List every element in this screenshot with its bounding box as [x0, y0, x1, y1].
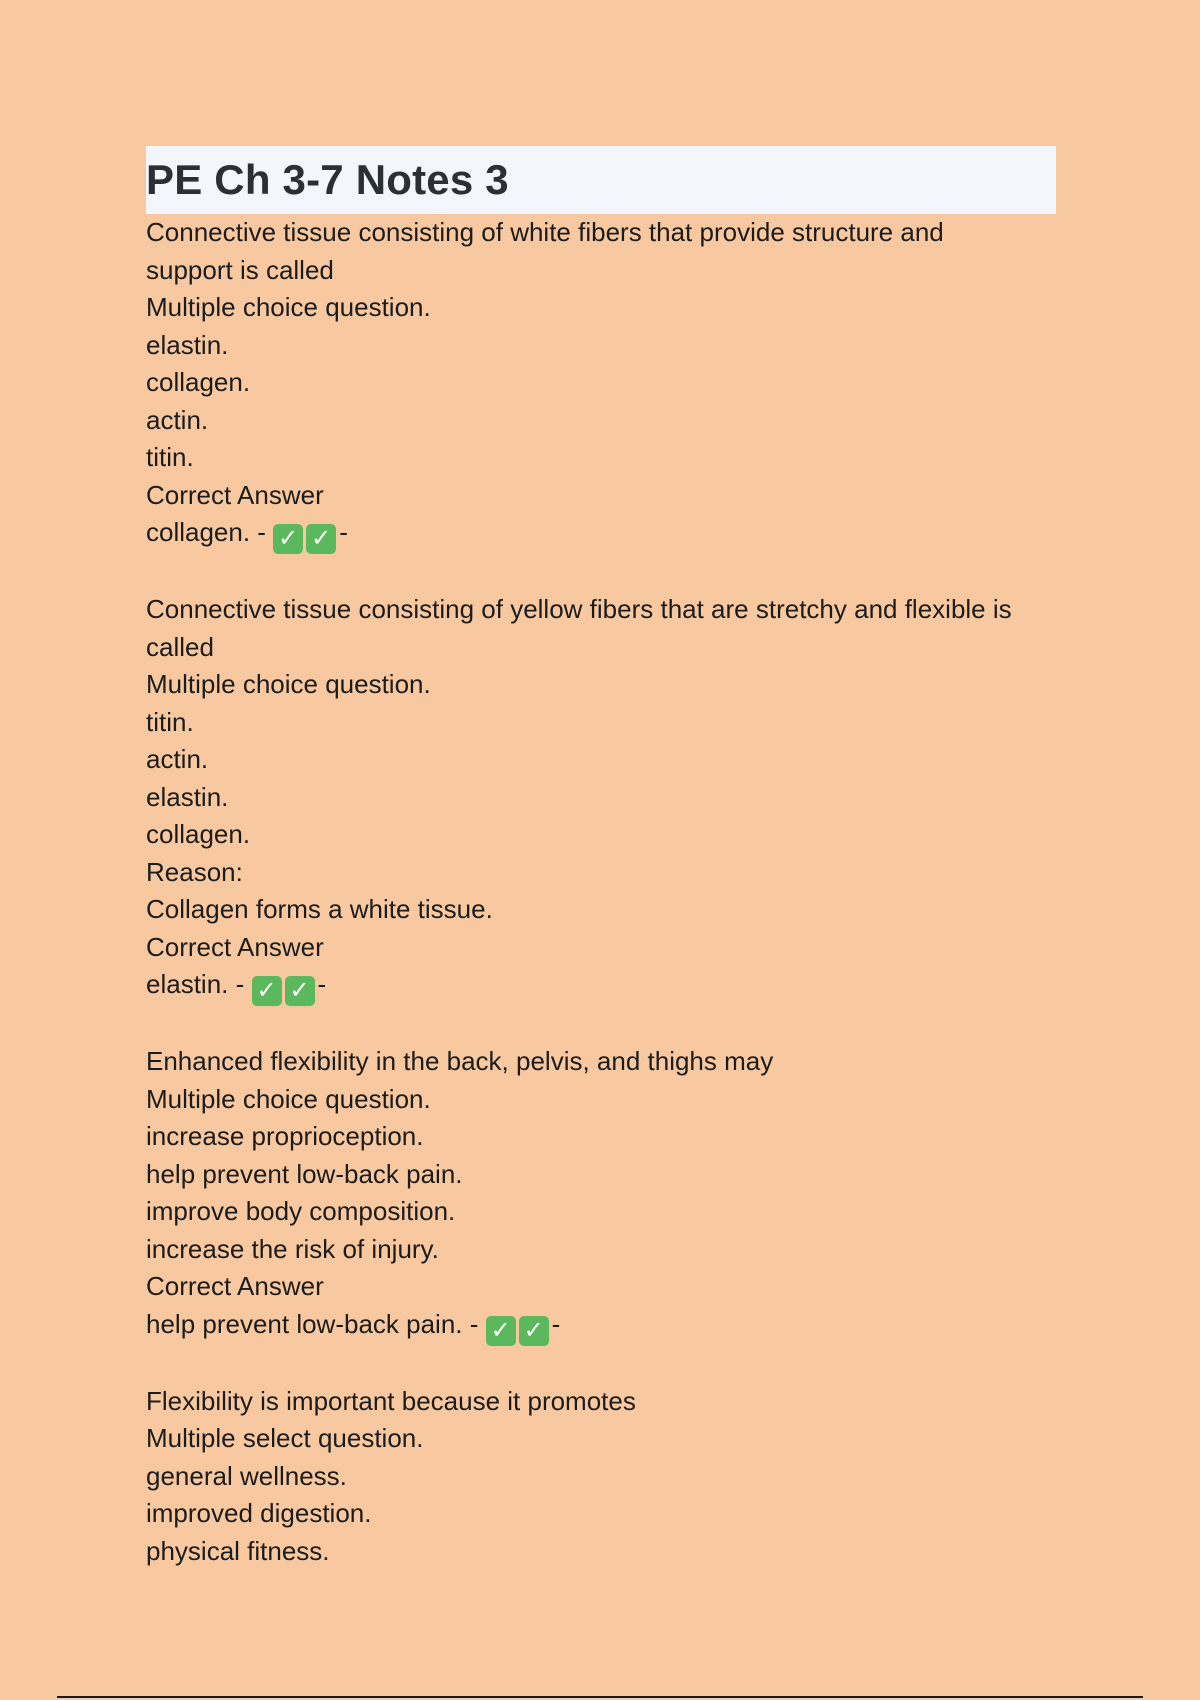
answer-option: general wellness. [146, 1460, 347, 1491]
correct-answer-label: Correct Answer [146, 1271, 324, 1301]
answer-option: collagen. [146, 367, 251, 397]
question-block [146, 214, 1026, 554]
answer-option: increase the risk of injury. [146, 1233, 439, 1264]
answer-option: titin. [146, 442, 194, 472]
correct-answer-text: elastin. - [146, 969, 245, 999]
document-page [146, 146, 1056, 1607]
question-type: Multiple choice question. [146, 1083, 431, 1114]
answer-option: improve body composition. [146, 1196, 456, 1226]
page-bottom-divider [57, 1696, 1143, 1698]
question-text: Connective tissue consisting of white fibers that provide structure and support is called [146, 217, 944, 285]
correct-answer-label: Correct Answer [146, 479, 324, 510]
answer-suffix: - [339, 517, 348, 547]
question-type: Multiple choice question. [146, 292, 431, 322]
correct-answer-text: help prevent low-back pain. - [146, 1308, 479, 1339]
check-mark-icon: ✓ [252, 976, 282, 1006]
check-mark-icon: ✓ [519, 1316, 549, 1346]
correct-answer [146, 1306, 1026, 1346]
answer-option: titin. [146, 706, 194, 737]
answer-option: actin. [146, 404, 209, 435]
reason-text: Collagen forms a white tissue. [146, 894, 493, 924]
correct-answer [146, 966, 1026, 1006]
answer-option: improved digestion. [146, 1498, 372, 1528]
answer-option: elastin. [146, 781, 229, 812]
question-block [146, 1043, 1026, 1346]
question-type: Multiple choice question. [146, 669, 431, 699]
page-title: PE Ch 3-7 Notes 3 [146, 156, 509, 203]
check-mark-icon: ✓ [486, 1316, 516, 1346]
title-bar [146, 146, 1056, 214]
check-mark-icon: ✓ [306, 524, 336, 554]
question-block [146, 591, 1026, 1006]
answer-option: physical fitness. [146, 1535, 330, 1566]
question-type: Multiple select question. [146, 1423, 424, 1453]
correct-answer [146, 514, 1026, 554]
question-block [146, 1383, 1026, 1571]
question-text: Enhanced flexibility in the back, pelvis, and thighs may [146, 1046, 774, 1076]
question-text: Flexibility is important because it promotes [146, 1385, 636, 1416]
correct-answer-label: Correct Answer [146, 931, 324, 962]
correct-answer-text: collagen. - [146, 517, 266, 547]
notes-content [146, 214, 1026, 1570]
answer-suffix: - [317, 969, 327, 999]
check-mark-icon: ✓ [273, 524, 303, 554]
answer-option: actin. [146, 744, 209, 774]
answer-suffix: - [551, 1308, 561, 1339]
check-mark-icon: ✓ [285, 976, 315, 1006]
answer-option: increase proprioception. [146, 1121, 424, 1151]
question-text: Connective tissue consisting of yellow fibers that are stretchy and flexible is called [146, 594, 1012, 662]
reason-label: Reason: [146, 856, 243, 887]
answer-option: collagen. [146, 819, 251, 849]
answer-option: elastin. [146, 329, 229, 360]
answer-option: help prevent low-back pain. [146, 1158, 463, 1189]
